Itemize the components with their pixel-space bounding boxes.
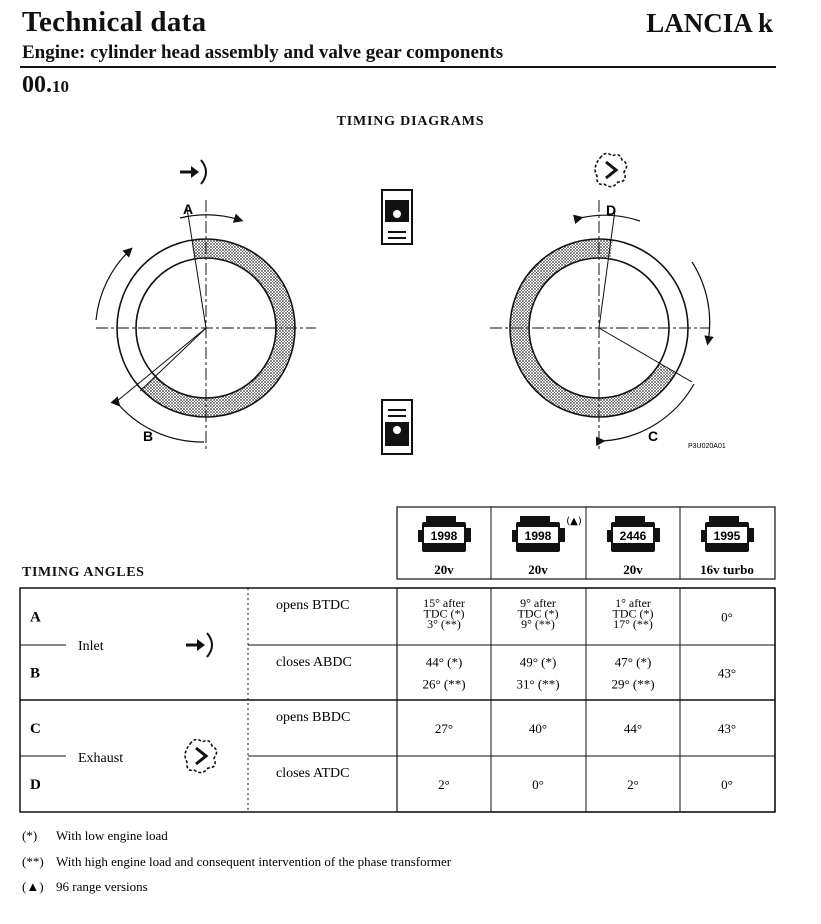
cell-value: 17° (**)	[613, 617, 653, 631]
engine-column-header	[700, 516, 754, 577]
cell-value: 0°	[532, 777, 544, 792]
footnote-key: (**)	[22, 854, 44, 869]
label-b: B	[142, 428, 154, 444]
cell-value: 40°	[528, 721, 548, 736]
group-label: Exhaust	[78, 751, 124, 766]
footnote-text: 96 range versions	[56, 879, 148, 894]
footnote	[22, 828, 168, 843]
cell-value: 0°	[721, 777, 733, 792]
engine-type: 20v	[528, 562, 548, 577]
footnote-text: With low engine load	[56, 828, 168, 843]
cell-value: 2°	[627, 777, 639, 792]
footnote-text: With high engine load and consequent intervention of the phase transformer	[56, 854, 452, 869]
row-code: B	[30, 665, 41, 682]
page-subtitle: Engine: cylinder head assembly and valve gear components	[22, 42, 504, 63]
cell-value: 9° (**)	[521, 617, 555, 631]
row-event: closes ATDC	[276, 766, 350, 781]
page-title: Technical data	[22, 6, 207, 38]
cell-value: TDC (*)	[423, 606, 465, 621]
engine-type: 16v turbo	[700, 562, 754, 577]
table-row	[30, 766, 733, 793]
table-row	[30, 596, 733, 631]
timing-angles-heading: TIMING ANGLES	[22, 565, 145, 580]
cell-value: 44°	[623, 721, 643, 736]
cell-value: 44° (*)	[425, 654, 463, 670]
cell-value: TDC (*)	[517, 606, 559, 621]
table-row	[30, 710, 736, 737]
row-event: closes ABDC	[276, 655, 352, 670]
range-mark: (▲)	[566, 516, 582, 527]
footnote-key: (▲)	[22, 879, 44, 894]
engine-badge: 1995	[713, 529, 741, 543]
cell-value: 27°	[434, 721, 454, 736]
engine-column-header	[418, 516, 471, 577]
cell-value: 9° after	[520, 596, 556, 610]
row-event: opens BBDC	[276, 710, 351, 725]
footnote	[22, 854, 452, 869]
footnote	[22, 879, 148, 894]
cell-value: 43°	[717, 665, 737, 681]
cell-value: 31° (**)	[516, 676, 560, 692]
brand-label: LANCIA k	[646, 8, 773, 38]
engine-column-header	[512, 516, 582, 577]
row-code: C	[30, 721, 41, 737]
cell-value: 0°	[721, 609, 733, 625]
engine-badge: 2446	[619, 529, 647, 543]
figure-code: P3U020A01	[688, 443, 726, 450]
table-row	[30, 655, 736, 692]
cell-value: 47° (*)	[614, 654, 652, 670]
cell-value: 3° (**)	[427, 617, 461, 631]
cell-value: 15° after	[423, 596, 465, 610]
cell-value: TDC (*)	[612, 606, 654, 621]
exhaust-swirl-icon	[185, 739, 216, 772]
cell-value: 2°	[438, 777, 450, 792]
inlet-arrow-icon	[186, 633, 212, 657]
table-grid	[20, 588, 775, 812]
cell-value: 43°	[717, 721, 737, 736]
engine-badge: 1998	[524, 529, 552, 543]
engine-type: 20v	[623, 562, 643, 577]
cell-value: 1° after	[615, 596, 651, 610]
cell-value: 49° (*)	[519, 654, 557, 670]
row-code: D	[30, 777, 41, 793]
section-main: 00.	[22, 72, 52, 98]
group-label: Inlet	[78, 639, 104, 654]
cell-value: 29° (**)	[611, 676, 655, 692]
section-sub: 10	[52, 77, 69, 96]
label-d: D	[605, 202, 617, 218]
row-event: opens BTDC	[276, 598, 350, 613]
engine-type: 20v	[434, 562, 454, 577]
engine-badge: 1998	[430, 529, 458, 543]
footnote-key: (*)	[22, 828, 38, 843]
engine-column-header	[607, 516, 660, 577]
row-code: A	[30, 609, 41, 626]
label-c: C	[647, 428, 659, 444]
cell-value: 26° (**)	[422, 676, 466, 692]
diagrams-title: TIMING DIAGRAMS	[336, 114, 485, 129]
label-a: A	[182, 201, 194, 217]
